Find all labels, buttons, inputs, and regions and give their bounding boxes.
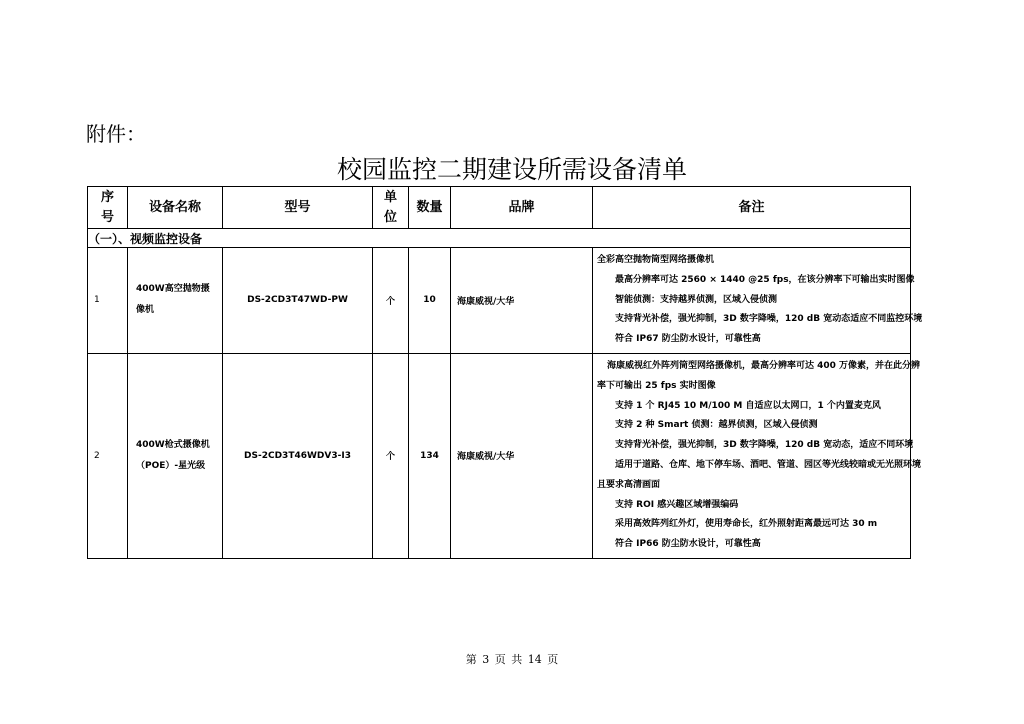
header-no-line2: 号 bbox=[100, 209, 114, 225]
row-unit: 个 bbox=[373, 353, 409, 558]
note-line: 支持背光补偿，强光抑制，3D 数字降噪，120 dB 宽动态适应不同监控环境 bbox=[615, 314, 923, 325]
section-row bbox=[88, 229, 911, 248]
table-row bbox=[88, 353, 911, 558]
note-line: 且要求高清画面 bbox=[597, 479, 661, 490]
header-no-line1: 序 bbox=[100, 189, 114, 205]
note-line: 率下可输出 25 fps 实时图像 bbox=[597, 380, 716, 391]
row-name-line1: 400W枪式摄像机 bbox=[136, 439, 210, 450]
note-line: 支持背光补偿，强光抑制，3D 数字降噪，120 dB 宽动态，适应不同环境 bbox=[615, 440, 914, 451]
note-line: 支持 1 个 RJ45 10 M/100 M 自适应以太网口，1 个内置麦克风 bbox=[615, 400, 881, 411]
row-name-line2: （POE）-星光级 bbox=[136, 460, 206, 471]
row-name-line1: 400W高空抛物摄 bbox=[136, 284, 210, 295]
row-brand: 海康威视/大华 bbox=[451, 248, 593, 354]
page-footer: 第 3 页 共 14 页 bbox=[465, 653, 559, 666]
row-model: DS-2CD3T47WD-PW bbox=[223, 248, 373, 354]
note-line: 符合 IP66 防尘防水设计，可靠性高 bbox=[615, 539, 761, 550]
note-line: 采用高效阵列红外灯，使用寿命长，红外照射距离最远可达 30 m bbox=[615, 519, 878, 530]
row-no: 1 bbox=[88, 248, 128, 354]
note-line: 适用于道路、仓库、地下停车场、酒吧、管道、园区等光线较暗或无光照环境 bbox=[615, 459, 922, 470]
header-model: 型号 bbox=[223, 187, 373, 229]
row-name bbox=[128, 353, 223, 558]
note-line: 智能侦测：支持越界侦测，区域入侵侦测 bbox=[615, 294, 778, 305]
header-notes: 备注 bbox=[593, 187, 911, 229]
row-name-line2: 像机 bbox=[136, 305, 155, 316]
row-notes bbox=[593, 353, 922, 558]
header-no bbox=[88, 187, 128, 229]
equipment-table bbox=[87, 186, 923, 559]
row-notes bbox=[593, 248, 923, 354]
header-name: 设备名称 bbox=[128, 187, 223, 229]
note-line: 最高分辨率可达 2560 × 1440 @25 fps，在该分辨率下可输出实时图像 bbox=[615, 274, 915, 285]
row-unit: 个 bbox=[373, 248, 409, 354]
section-label: （一）、视频监控设备 bbox=[88, 229, 911, 248]
header-unit-line2: 位 bbox=[383, 209, 397, 225]
table-row bbox=[88, 248, 911, 354]
header-brand: 品牌 bbox=[451, 187, 593, 229]
row-brand: 海康威视/大华 bbox=[451, 353, 593, 558]
row-model: DS-2CD3T46WDV3-I3 bbox=[223, 353, 373, 558]
attachment-label: 附件： bbox=[86, 122, 146, 146]
page-title: 校园监控二期建设所需设备清单 bbox=[336, 155, 687, 184]
row-qty: 134 bbox=[409, 353, 451, 558]
row-qty: 10 bbox=[409, 248, 451, 354]
note-line: 支持 ROI 感兴趣区域增强编码 bbox=[615, 499, 739, 510]
note-line: 全彩高空抛物筒型网络摄像机 bbox=[597, 255, 715, 265]
note-line: 符合 IP67 防尘防水设计，可靠性高 bbox=[615, 334, 761, 345]
header-unit bbox=[373, 187, 409, 229]
note-line: 海康威视红外阵列筒型网络摄像机，最高分辨率可达 400 万像素，并在此分辨 bbox=[607, 360, 921, 371]
row-name bbox=[128, 248, 223, 354]
header-unit-line1: 单 bbox=[383, 189, 397, 205]
row-no: 2 bbox=[88, 353, 128, 558]
header-qty: 数量 bbox=[409, 187, 451, 229]
table-header-row bbox=[88, 187, 911, 229]
note-line: 支持 2 种 Smart 侦测：越界侦测，区域入侵侦测 bbox=[615, 420, 818, 431]
